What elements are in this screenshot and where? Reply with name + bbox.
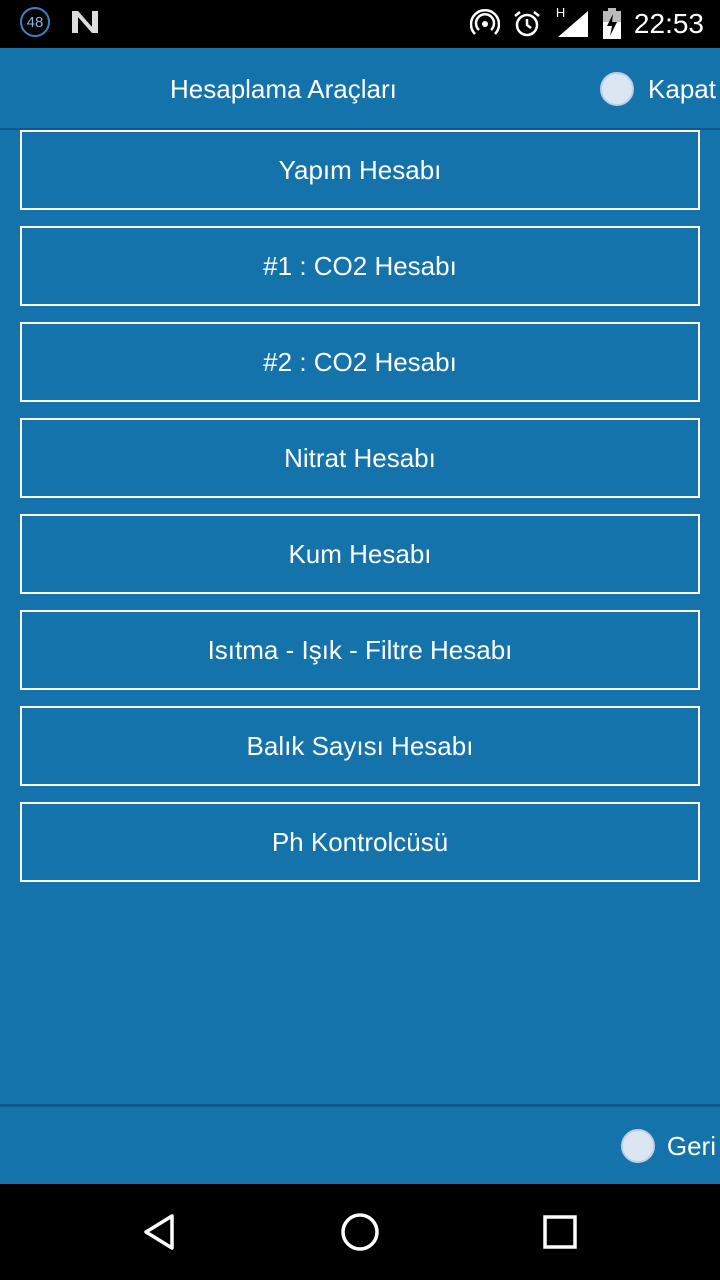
ph-kontrolcusu-button[interactable]: Ph Kontrolcüsü: [20, 802, 700, 882]
notification-badge-icon: [20, 7, 50, 37]
isitma-isik-filtre-hesabi-button[interactable]: Isıtma - Işık - Filtre Hesabı: [20, 610, 700, 690]
status-bar: [0, 0, 720, 48]
home-nav-icon[interactable]: [336, 1208, 384, 1256]
co2-hesabi-2-button[interactable]: #2 : CO2 Hesabı: [20, 322, 700, 402]
app-footer: [0, 1104, 720, 1184]
app-header: [0, 48, 720, 130]
yapim-hesabi-button[interactable]: Yapım Hesabı: [20, 130, 700, 210]
n-app-icon: [70, 9, 100, 35]
balik-sayisi-hesabi-button[interactable]: Balık Sayısı Hesabı: [20, 706, 700, 786]
back-label: Geri: [666, 1130, 716, 1161]
notification-count: 48: [26, 13, 44, 31]
close-label: Kapat: [648, 73, 716, 104]
calculation-menu: [20, 130, 700, 898]
page-title: Hesaplama Araçları: [170, 74, 397, 104]
kum-hesabi-button[interactable]: Kum Hesabı: [20, 514, 700, 594]
back-option[interactable]: [621, 1129, 716, 1163]
navigation-bar: [0, 1184, 720, 1280]
recents-nav-icon[interactable]: [536, 1208, 584, 1256]
co2-hesabi-1-button[interactable]: #1 : CO2 Hesabı: [20, 226, 700, 306]
nitrat-hesabi-button[interactable]: Nitrat Hesabı: [20, 418, 700, 498]
hotspot-icon: [470, 9, 500, 39]
back-radio-icon[interactable]: [621, 1129, 655, 1163]
back-nav-icon[interactable]: [136, 1208, 184, 1256]
signal-icon: [554, 9, 590, 39]
alarm-icon: [512, 9, 542, 39]
clock-time: 22:53: [633, 8, 704, 39]
close-option[interactable]: [600, 72, 716, 106]
network-type-label: H: [555, 5, 566, 20]
close-radio-icon[interactable]: [600, 72, 634, 106]
battery-icon: [602, 8, 622, 40]
